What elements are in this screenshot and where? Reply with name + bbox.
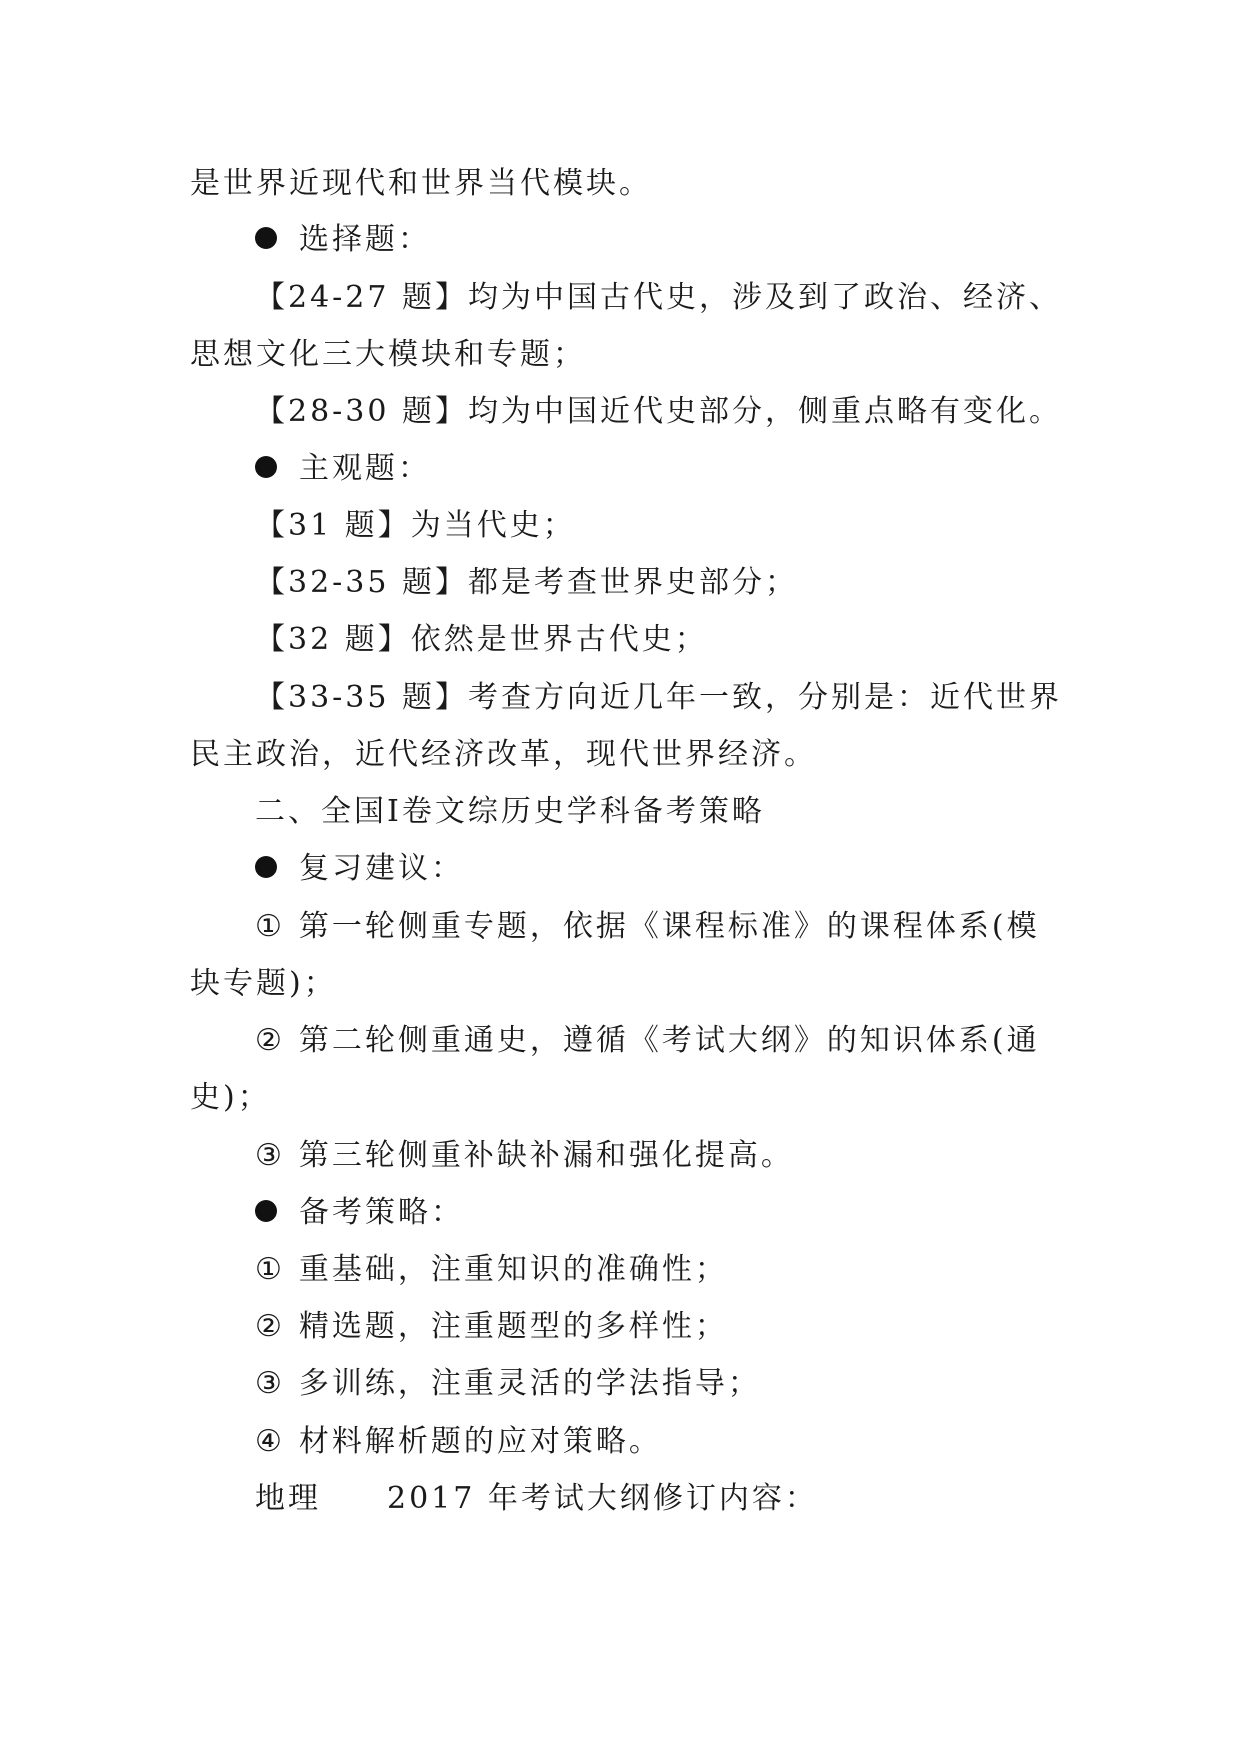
bullet-heading [255, 1195, 464, 1231]
item-number: ③ [255, 1366, 285, 1401]
paragraph-line: 民主政治，近代经济改革，现代世界经济。 [190, 737, 817, 772]
item-number: ② [255, 1023, 285, 1058]
item-text: 多训练，注重灵活的学法指导； [298, 1366, 761, 1401]
bullet-icon [255, 456, 277, 478]
numbered-item [255, 1023, 1040, 1059]
item-number: ③ [255, 1138, 285, 1173]
heading-text: 备考策略： [299, 1195, 464, 1230]
item-text: 材料解析题的应对策略。 [298, 1424, 662, 1459]
item-text: 第二轮侧重通史，遵循《考试大纲》的知识体系(通 [298, 1023, 1040, 1058]
numbered-item [255, 1252, 728, 1288]
item-text: 精选题，注重题型的多样性； [298, 1309, 728, 1344]
paragraph-line: 地理 2017 年考试大纲修订内容： [255, 1481, 818, 1516]
paragraph-line: 【31 题】为当代史； [255, 508, 576, 543]
bullet-icon [255, 1200, 277, 1222]
bullet-heading [255, 451, 431, 487]
numbered-item [255, 1424, 662, 1460]
numbered-item [255, 1309, 728, 1345]
bullet-heading [255, 222, 431, 258]
item-text: 第三轮侧重补缺补漏和强化提高。 [298, 1138, 794, 1173]
item-text: 重基础，注重知识的准确性； [298, 1252, 728, 1287]
bullet-heading [255, 851, 464, 887]
item-number: ② [255, 1309, 285, 1344]
paragraph-line: 思想文化三大模块和专题； [190, 337, 586, 372]
bullet-icon [255, 856, 277, 878]
item-number: ④ [255, 1424, 285, 1459]
bullet-icon [255, 227, 277, 249]
item-text: 第一轮侧重专题，依据《课程标准》的课程体系(模 [298, 909, 1040, 944]
numbered-item [255, 1366, 761, 1402]
section-heading: 二、全国Ⅰ卷文综历史学科备考策略 [255, 794, 765, 829]
item-number: ① [255, 909, 285, 944]
paragraph-line: 是世界近现代和世界当代模块。 [190, 166, 652, 201]
paragraph-line: 【33-35 题】考查方向近几年一致，分别是：近代世界 [255, 680, 1063, 715]
numbered-item [255, 1138, 794, 1174]
item-number: ① [255, 1252, 285, 1287]
heading-text: 主观题： [299, 451, 431, 486]
paragraph-line: 史)； [190, 1080, 271, 1115]
paragraph-line: 【32 题】依然是世界古代史； [255, 622, 708, 657]
paragraph-line: 【32-35 题】都是考查世界史部分； [255, 565, 799, 600]
paragraph-line: 块专题)； [190, 966, 337, 1001]
heading-text: 选择题： [299, 222, 431, 257]
heading-text: 复习建议： [299, 851, 464, 886]
paragraph-line: 【28-30 题】均为中国近代史部分，侧重点略有变化。 [255, 394, 1063, 429]
numbered-item [255, 909, 1040, 945]
paragraph-line: 【24-27 题】均为中国古代史，涉及到了政治、经济、 [255, 280, 1063, 315]
